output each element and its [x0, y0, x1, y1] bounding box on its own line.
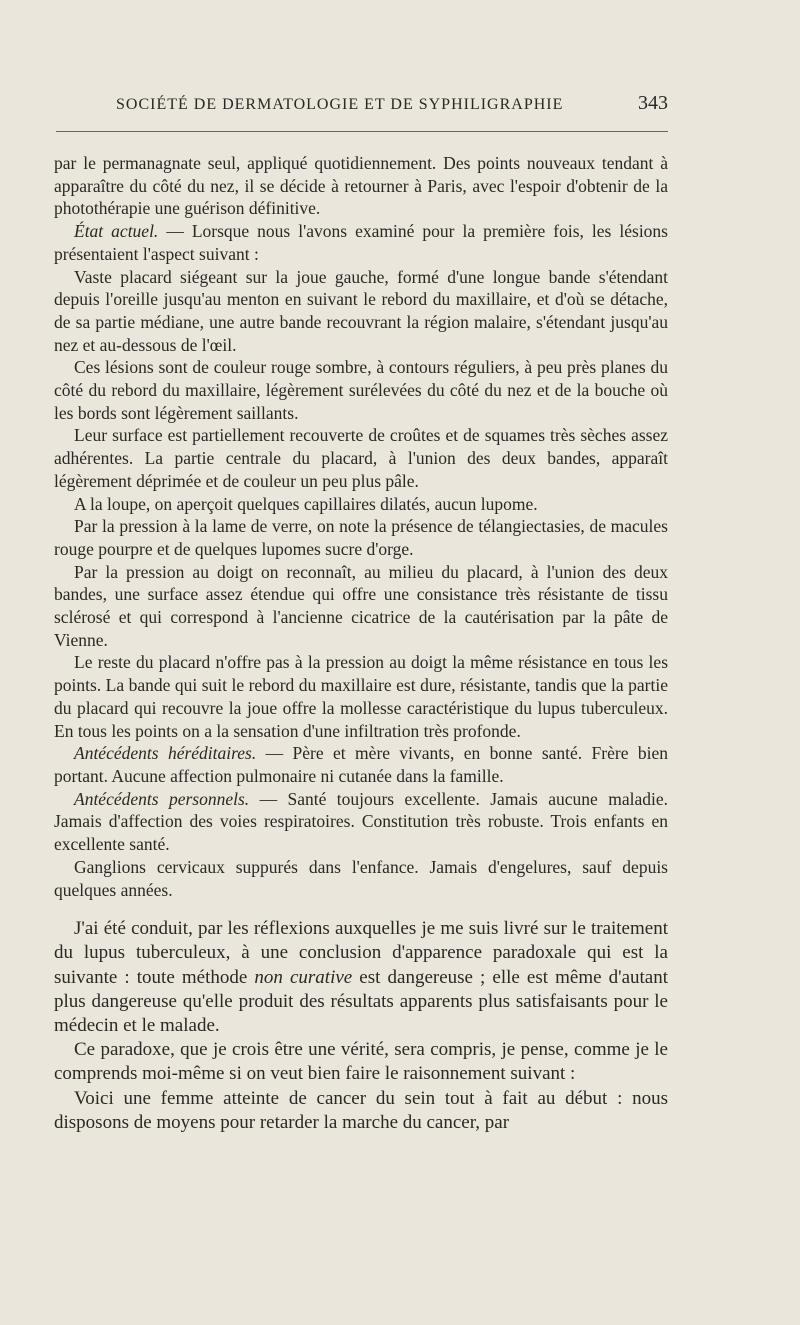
section-label: Antécédents personnels. — [74, 788, 250, 809]
page-number: 343 — [638, 92, 668, 114]
running-title: SOCIÉTÉ DE DERMATOLOGIE ET DE SYPHILIGRAPHIE — [116, 96, 564, 113]
paragraph: Ces lésions sont de couleur rouge sombre, à contours réguliers, à peu près planes du côté du rebord du maxillaire, légèrement surélevées du côté du nez et de la bouche où les bords sont légèrement saillants. — [54, 357, 668, 423]
paragraph: Par la pression au doigt on reconnaît, au milieu du placard, à l'union des deux bandes, une surface assez étendue qui offre une consistance très résistante de tissu sclérosé et qui correspond à l'ancienne cicatrice de la cautérisation par la pâte de Vienne. — [54, 561, 668, 650]
header-rule — [56, 131, 668, 132]
paragraph-text: — Lorsque nous l'avons examiné pour la première fois, les lésions présentaient l'aspect suivant : — [54, 221, 668, 264]
paragraph: Le reste du placard n'offre pas à la pression au doigt la même résistance en tous les points. La bande qui suit le rebord du maxillaire est dure, résistante, tandis que la partie du placard qui recouvre la joue offre la mollesse caractéristique du lupus tuberculeux. En tous les points on a la sensation d'une infiltration très profonde. — [54, 652, 668, 741]
paragraph: Ce paradoxe, que je crois être une vérité, sera compris, je pense, comme je le comprends moi-même si on veut bien faire le raisonnement suivant : — [54, 1039, 668, 1085]
page-header — [56, 92, 668, 120]
section-label: Antécédents héréditaires. — [74, 743, 257, 764]
paragraph-text: J'ai été conduit, par les réflexions auxquelles je me suis livré sur le traitement du lupus tuberculeux, à une conclusion d'apparence paradoxale qui est la suivante : toute méthode — [54, 918, 668, 988]
paragraph — [54, 742, 668, 787]
body-text — [54, 152, 668, 1135]
paragraph — [54, 220, 668, 265]
paragraph-text: — Santé toujours excellente. Jamais aucune maladie. Jamais d'affection des voies respiratoires. Constitution très robuste. Trois enfants en excellente santé. — [54, 788, 668, 855]
paragraph: Vaste placard siégeant sur la joue gauche, formé d'une longue bande s'étendant depuis l'oreille jusqu'au menton en suivant le rebord du maxillaire, et d'où se détache, de sa partie médiane, une autre bande recouvrant la région malaire, s'étendant jusqu'au nez et au-dessous de l'œil. — [54, 266, 668, 355]
paragraph: Par la pression à la lame de verre, on note la présence de télangiectasies, de macules rouge pourpre et de quelques lupomes sucre d'orge. — [54, 516, 668, 559]
paragraph: Voici une femme atteinte de cancer du sein tout à fait au début : nous disposons de moyens pour retarder la marche du cancer, par — [54, 1087, 668, 1133]
section-label: État actuel. — [74, 221, 159, 242]
paragraph: Leur surface est partiellement recouverte de croûtes et de squames très sèches assez adhérentes. La partie centrale du placard, à l'union des deux bandes, apparaît légèrement déprimée et de couleur un peu plus pâle. — [54, 425, 668, 491]
paragraph — [54, 788, 668, 856]
paragraph: Ganglions cervicaux suppurés dans l'enfance. Jamais d'engelures, sauf depuis quelques années. — [54, 856, 668, 900]
paragraph-text: est dangereuse ; elle est même d'autant plus dangereuse qu'elle produit des résultats apparents plus satisfaisants pour le médecin et le malade. — [54, 966, 668, 1037]
paragraph — [54, 917, 668, 1038]
paragraph: A la loupe, on aperçoit quelques capillaires dilatés, aucun lupome. — [74, 493, 538, 514]
paragraph-text: — Père et mère vivants, en bonne santé. Frère bien portant. Aucune affection pulmonaire ni cutanée dans la famille. — [54, 743, 669, 786]
emphasis: non curative — [254, 966, 353, 988]
paragraph: par le permanagnate seul, appliqué quotidiennement. Des points nouveaux tendant à apparaître du côté du nez, il se décide à retourner à Paris, avec l'espoir d'obtenir de la photothérapie une guérison définitive. — [54, 153, 668, 219]
